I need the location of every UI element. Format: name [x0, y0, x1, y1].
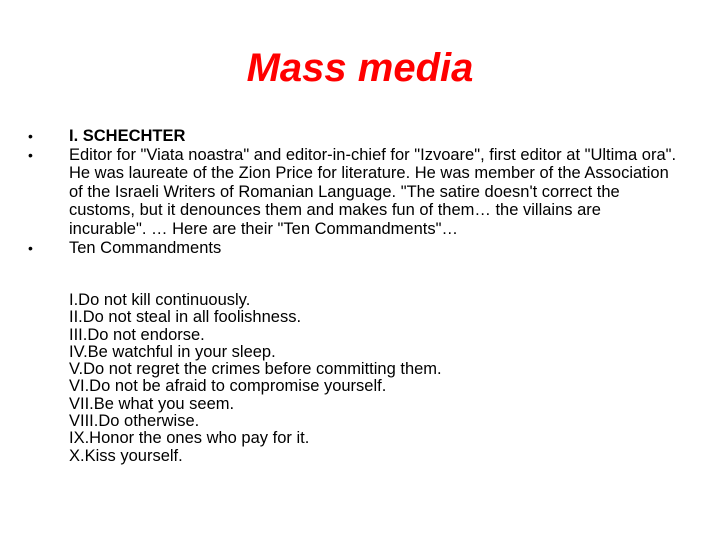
slide-title: Mass media [246, 46, 474, 90]
commandments-heading: Ten Commandments [69, 238, 222, 257]
biography-text: Editor for "Viata noastra" and editor-in-chief for "Izvoare", first editor at "Ultima ora". He was laureate of the Zion Price for literature. He was member of the Association of the Israeli Writers of Romanian Language. "The satire doesn't correct the customs, but it denounces them and makes fun of them… the villains are incurable". … Here are their "Ten Commandments"… [69, 145, 677, 238]
bullet-list [28, 127, 678, 257]
commandment-item: IV.Be watchful in your sleep. [69, 342, 276, 361]
commandment-item: X.Kiss yourself. [69, 446, 183, 465]
commandment-item: II.Do not steal in all foolishness. [69, 308, 302, 327]
bullet-icon: • [28, 128, 33, 144]
author-name: I. SCHECHTER [69, 127, 186, 145]
bullet-item-commandments-heading [28, 239, 678, 258]
commandment-item: VII.Be what you seem. [69, 394, 235, 413]
commandment-item: VIII.Do otherwise. [69, 412, 200, 431]
commandment-item: III.Do not endorse. [69, 325, 205, 344]
bullet-icon: • [28, 239, 33, 256]
commandment-item: IX.Honor the ones who pay for it. [69, 429, 310, 448]
bullet-icon: • [28, 146, 33, 163]
commandment-item: VI.Do not be afraid to compromise yourself. [69, 377, 387, 396]
commandment-item: I.Do not kill continuously. [69, 291, 251, 309]
bullet-item-biography [28, 146, 678, 239]
commandment-item: V.Do not regret the crimes before committing them. [69, 360, 442, 379]
commandments-list [69, 292, 669, 465]
bullet-item-author [28, 127, 678, 146]
